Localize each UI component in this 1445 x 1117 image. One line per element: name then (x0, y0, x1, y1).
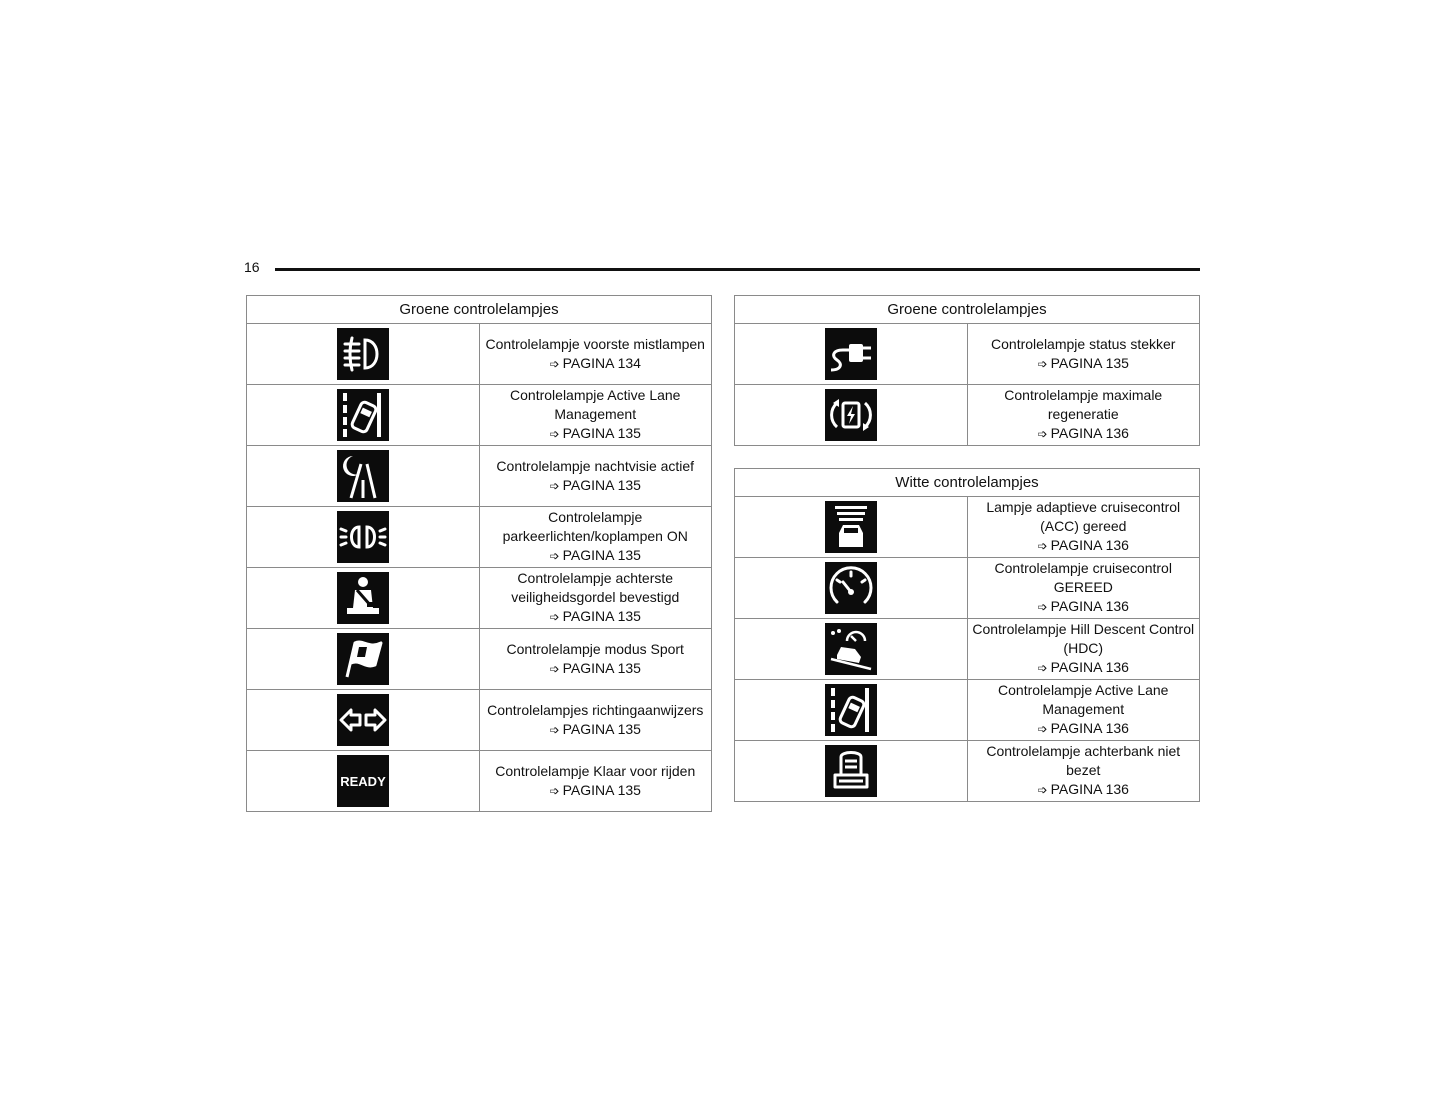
table-row (247, 568, 712, 629)
page-ref-link[interactable]: PAGINA 135 (562, 781, 641, 798)
row-label: Controlelampje Klaar voor rijden (495, 762, 696, 779)
page-ref-arrow-icon: ➩ (549, 549, 560, 563)
table-title: Witte controlelampjes (735, 469, 1200, 497)
page-ref-arrow-icon: ➩ (1037, 600, 1048, 614)
page-ref-link[interactable]: PAGINA 136 (1050, 425, 1129, 441)
row-label: Controlelampje Hill Descent Control (HDC) (972, 621, 1195, 656)
page-ref-arrow-icon: ➩ (1037, 356, 1048, 371)
page-ref-link[interactable]: PAGINA 135 (562, 659, 641, 676)
page-ref-arrow-icon: ➩ (1037, 661, 1048, 675)
adaptive-cruise-icon (825, 501, 877, 553)
active-lane-management-icon (337, 389, 389, 441)
plug-status-icon (825, 328, 877, 380)
page-ref-arrow-icon: ➩ (549, 610, 560, 624)
cruise-control-icon (825, 562, 877, 614)
hill-descent-icon (825, 623, 877, 675)
page-ref-arrow-icon: ➩ (1037, 539, 1048, 553)
ready-icon-text: READY (339, 774, 386, 789)
row-label: Controlelampje nachtvisie actief (496, 457, 695, 474)
header-rule (275, 268, 1200, 271)
row-label: Controlelampje Active Lane Management (510, 387, 681, 422)
page-ref-link[interactable]: PAGINA 135 (1050, 354, 1129, 371)
rear-seatbelt-icon (337, 572, 389, 624)
page-ref-link[interactable]: PAGINA 135 (562, 476, 641, 493)
table-row (247, 385, 712, 446)
row-label: Controlelampje modus Sport (506, 640, 684, 657)
page-ref-arrow-icon: ➩ (549, 478, 560, 493)
row-label: Controlelampjes richtingaanwijzers (487, 701, 704, 718)
page-ref-link[interactable]: PAGINA 136 (1050, 659, 1129, 675)
page-ref-link[interactable]: PAGINA 135 (562, 425, 641, 441)
sport-flag-icon (337, 633, 389, 685)
page-ref-arrow-icon: ➩ (549, 722, 560, 737)
row-label: Controlelampje status stekker (991, 335, 1176, 352)
table-title: Groene controlelampjes (247, 296, 712, 324)
row-label: Controlelampje achterbank niet bezet (986, 743, 1181, 778)
page-ref-link[interactable]: PAGINA 136 (1050, 781, 1129, 797)
turn-signals-icon (337, 694, 389, 746)
table-row (735, 497, 1200, 558)
white-indicators-table (734, 468, 1200, 802)
table-row (247, 690, 712, 751)
active-lane-management-icon (825, 684, 877, 736)
night-vision-icon (337, 450, 389, 502)
table-row (735, 680, 1200, 741)
page-ref-link[interactable]: PAGINA 135 (562, 608, 641, 624)
page-ref-arrow-icon: ➩ (1037, 427, 1048, 441)
row-label: Controlelampje achterste veiligheidsgordel bevestigd (511, 570, 680, 605)
table-row (247, 751, 712, 812)
row-label: Controlelampje cruisecontrol GEREED (994, 560, 1172, 595)
max-regeneration-icon (825, 389, 877, 441)
page-ref-arrow-icon: ➩ (549, 427, 560, 441)
row-label: Controlelampje parkeerlichten/koplampen ON (502, 509, 688, 544)
ready-icon (337, 755, 389, 807)
row-label: Lampje adaptieve cruisecontrol (ACC) gereed (986, 499, 1181, 534)
table-title: Groene controlelampjes (735, 296, 1200, 324)
row-label: Controlelampje voorste mistlampen (485, 335, 705, 352)
green-indicators-table-left (246, 295, 712, 812)
page-ref-link[interactable]: PAGINA 135 (562, 720, 641, 737)
page-ref-arrow-icon: ➩ (549, 661, 560, 676)
table-row (247, 446, 712, 507)
table-row (735, 558, 1200, 619)
table-row (735, 385, 1200, 446)
row-label: Controlelampje Active Lane Management (998, 682, 1169, 717)
page-ref-arrow-icon: ➩ (549, 783, 560, 798)
table-row (247, 629, 712, 690)
rear-seat-unoccupied-icon (825, 745, 877, 797)
row-label: Controlelampje maximale regeneratie (1004, 387, 1163, 422)
table-row (735, 324, 1200, 385)
green-indicators-table-right (734, 295, 1200, 446)
page-ref-link[interactable]: PAGINA 135 (562, 547, 641, 563)
page-ref-arrow-icon: ➩ (1037, 722, 1048, 736)
page-ref-link[interactable]: PAGINA 134 (562, 354, 641, 371)
page-ref-link[interactable]: PAGINA 136 (1050, 598, 1129, 614)
page-ref-arrow-icon: ➩ (549, 356, 560, 371)
page-number: 16 (244, 259, 260, 275)
page-ref-arrow-icon: ➩ (1037, 783, 1048, 797)
page-ref-link[interactable]: PAGINA 136 (1050, 720, 1129, 736)
table-row (247, 507, 712, 568)
front-fog-lamp-icon (337, 328, 389, 380)
parking-lights-icon (337, 511, 389, 563)
table-row (735, 619, 1200, 680)
table-row (247, 324, 712, 385)
table-row (735, 741, 1200, 802)
page-ref-link[interactable]: PAGINA 136 (1050, 537, 1129, 553)
